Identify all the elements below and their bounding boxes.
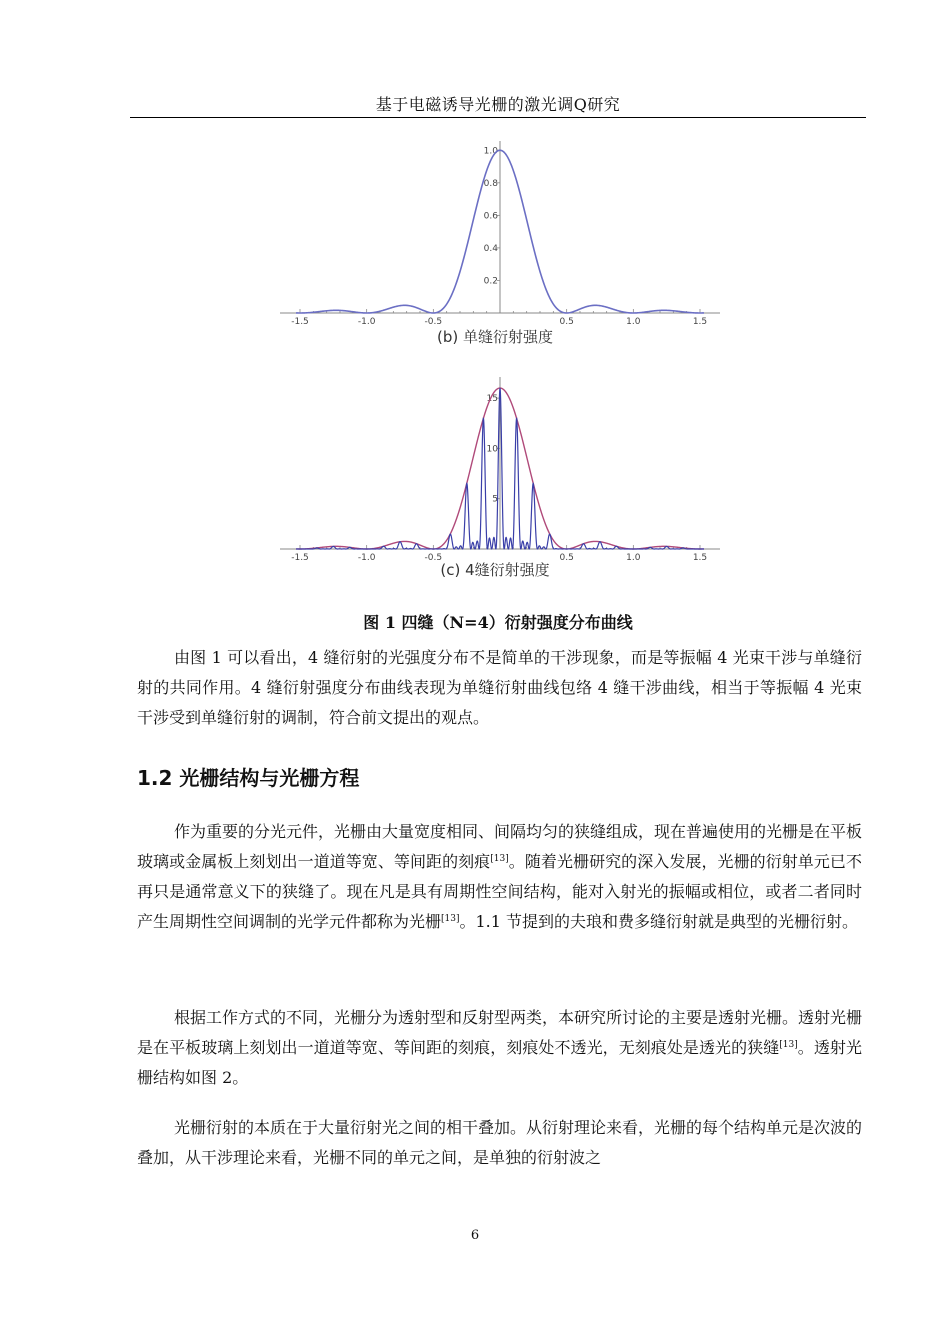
chart-subtitle: (b) 单缝衍射强度 xyxy=(437,328,553,346)
citation-13: [13] xyxy=(441,914,460,924)
x-tick-label: -1.0 xyxy=(357,553,376,563)
section-heading: 1.2 光栅结构与光栅方程 xyxy=(137,766,360,790)
paragraph-2 xyxy=(137,817,862,937)
x-tick-label: 1.5 xyxy=(692,553,708,563)
y-tick-label: 5 xyxy=(492,494,498,505)
paragraph-2-part-3: 。1.1 节提到的夫琅和费多缝衍射就是典型的光栅衍射。 xyxy=(459,912,859,931)
x-tick-label: -1.5 xyxy=(291,317,309,327)
x-tick-label: 0.5 xyxy=(559,317,574,327)
four-slit-figure xyxy=(270,375,730,585)
y-tick-label: 10 xyxy=(486,444,498,455)
paragraph-2-part-1: 作为重要的分光元件，光栅由大量宽度相同、间隔均匀的狭缝组成，现在普遍使用的光栅是在平板玻璃或金属板上刻划出一道道等宽、等间距的刻痕 xyxy=(137,822,863,871)
paragraph-2-part-2: 。随着光栅研究的深入发展，光栅的衍射单元已不再只是通常意义下的狭缝了。现在凡是具有周期性空间结构，能对入射光的振幅或相位，或者二者同时产生周期性空间调制的光学元件都称为光栅 xyxy=(137,852,862,931)
paragraph-1: 由图 1 可以看出，4 缝衍射的光强度分布不是简单的干涉现象，而是等振幅 4 光束干涉与单缝衍射的共同作用。4 缝衍射强度分布曲线表现为单缝衍射曲线包络 4 缝干涉曲线，相当于等振幅 4 光束干涉受到单缝衍射的调制，符合前文提出的观点。 xyxy=(137,648,862,727)
y-tick-label: 0.8 xyxy=(483,178,498,189)
four-slit-chart xyxy=(270,375,730,585)
single-slit-figure xyxy=(270,135,730,350)
single-slit-chart xyxy=(270,135,730,350)
x-tick-label: -0.5 xyxy=(424,553,443,563)
y-tick-label: 1.0 xyxy=(483,146,498,157)
x-tick-label: 1.5 xyxy=(692,317,708,327)
running-header: 基于电磁诱导光栅的激光调Q研究 xyxy=(375,95,621,114)
x-tick-label: -0.5 xyxy=(424,317,443,327)
page-number: 6 xyxy=(470,1228,480,1243)
x-tick-label: 1.0 xyxy=(626,553,641,563)
paragraph-4: 光栅衍射的本质在于大量衍射光之间的相干叠加。从衍射理论来看，光栅的每个结构单元是次波的叠加，从干涉理论来看，光栅不同的单元之间，是单独的衍射波之 xyxy=(137,1118,863,1167)
paragraph-3 xyxy=(137,1003,862,1093)
citation-13: [13] xyxy=(779,1040,798,1050)
x-tick-label: 0.5 xyxy=(559,553,574,563)
x-tick-label: -1.0 xyxy=(357,317,376,327)
y-tick-label: 0.4 xyxy=(483,243,498,254)
chart-subtitle: (c) 4缝衍射强度 xyxy=(440,561,550,579)
paragraph-3-part-1: 根据工作方式的不同，光栅分为透射型和反射型两类，本研究所讨论的主要是透射光栅。透射光栅是在平板玻璃上刻划出一道道等宽、等间距的刻痕，刻痕处不透光，无刻痕处是透光的狭缝 xyxy=(137,1008,863,1057)
header-rule xyxy=(130,117,866,118)
paragraph-3-part-2: 。透射光栅结构如图 2。 xyxy=(137,1038,862,1087)
y-tick-label: 0.2 xyxy=(483,276,498,287)
figure-caption: 图 1 四缝（N=4）衍射强度分布曲线 xyxy=(363,613,633,632)
y-tick-label: 15 xyxy=(486,394,498,405)
citation-13: [13] xyxy=(490,854,509,864)
x-tick-label: 1.0 xyxy=(626,317,641,327)
x-tick-label: -1.5 xyxy=(291,553,309,563)
y-tick-label: 0.6 xyxy=(483,211,498,222)
